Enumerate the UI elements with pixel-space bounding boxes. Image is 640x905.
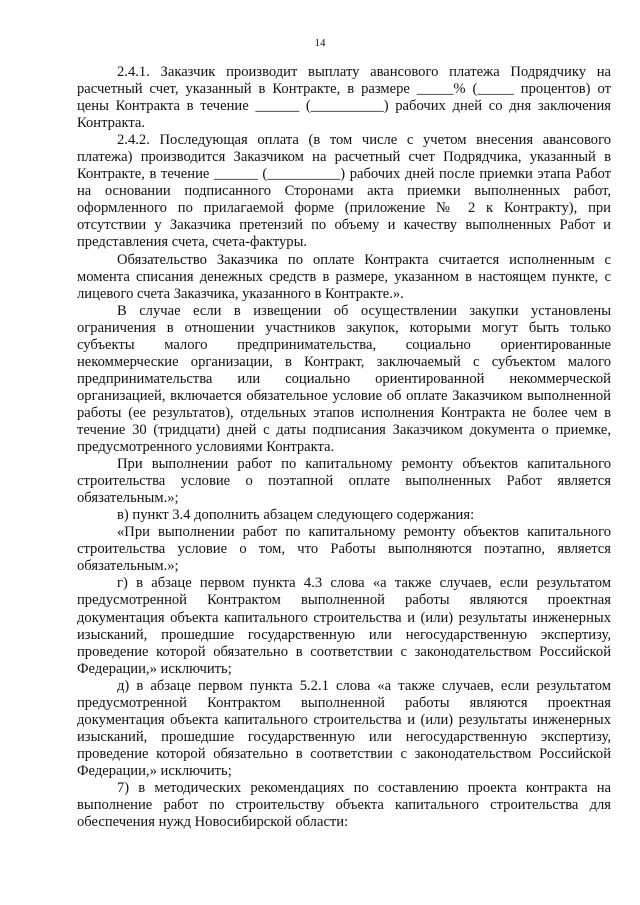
document-body xyxy=(77,64,611,831)
paragraph-obligation: Обязательство Заказчика по оплате Контракта считается исполненным с момента списания денежных средств в размере, указанном в настоящем пункте, с лицевого счета Заказчика, указанного в Контракте.». xyxy=(77,251,611,302)
paragraph-item-g: г) в абзаце первом пункта 4.3 слова «а также случаев, если результатом предусмотренной Контрактом выполненной работы являются проектная документация объекта капитального строительства и (или) результаты инженерных изысканий, прошедшие государственную или негосударственную экспертизу, проведение которой обязательно в соответствии с законодательством Российской Федерации,» исключить; xyxy=(77,575,611,677)
paragraph-2-4-1: 2.4.1. Заказчик производит выплату авансового платежа Подрядчику на расчетный счет, указанный в Контракте, в размере _____% (_____ процентов) от цены Контракта в течение ______ (__________) рабочих дней со дня заключения Контракта. xyxy=(77,64,611,132)
page-number: 14 xyxy=(314,37,326,49)
paragraph-quote-stages: «При выполнении работ по капитальному ремонту объектов капитального строительства условие о том, что Работы выполняются поэтапно, является обязательным.»; xyxy=(77,524,611,575)
paragraph-item-v: в) пункт 3.4 дополнить абзацем следующего содержания: xyxy=(117,507,475,524)
paragraph-small-business: В случае если в извещении об осуществлении закупки установлены ограничения в отношении участников закупок, которыми могут быть только субъекты малого предпринимательства, социально ориентированные некоммерческие организации, в Контракт, заключаемый с субъектом малого предпринимательства или социально ориентированной некоммерческой организацией, включается обязательное условие об оплате Заказчиком выполненной работы (ее результатов), отдельных этапов исполнения Контракта не более чем в течение 30 (тридцати) дней с даты подписания Заказчиком документа о приемке, предусмотренного условиями Контракта. xyxy=(77,302,611,456)
paragraph-item-7: 7) в методических рекомендациях по составлению проекта контракта на выполнение работ по строительству объекта капитального строительства для обеспечения нужд Новосибирской области: xyxy=(77,779,611,831)
paragraph-stage-payment: При выполнении работ по капитальному ремонту объектов капитального строительства условие о поэтапной оплате выполненных Работ является обязательным.»; xyxy=(77,456,611,507)
paragraph-2-4-2: 2.4.2. Последующая оплата (в том числе с учетом внесения авансового платежа) производится Заказчиком на расчетный счет Подрядчика, указанный в Контракте, в течение ______ (__________) рабочих дней после приемки этапа Работ на основании подписанного Сторонами акта приемки выполненных работ, оформленного по прилагаемой форме (приложение № 2 к Контракту), при отсутствии у Заказчика претензий по объему и качеству выполненных Работ и представления счета, счета-фактуры. xyxy=(77,132,611,251)
paragraph-item-d: д) в абзаце первом пункта 5.2.1 слова «а также случаев, если результатом предусмотренной Контрактом выполненной работы являются проектная документация объекта капитального строительства и (или) результаты инженерных изысканий, прошедшие государственную или негосударственную экспертизу, проведение которой обязательно в соответствии с законодательством Российской Федерации,» исключить; xyxy=(77,677,611,779)
